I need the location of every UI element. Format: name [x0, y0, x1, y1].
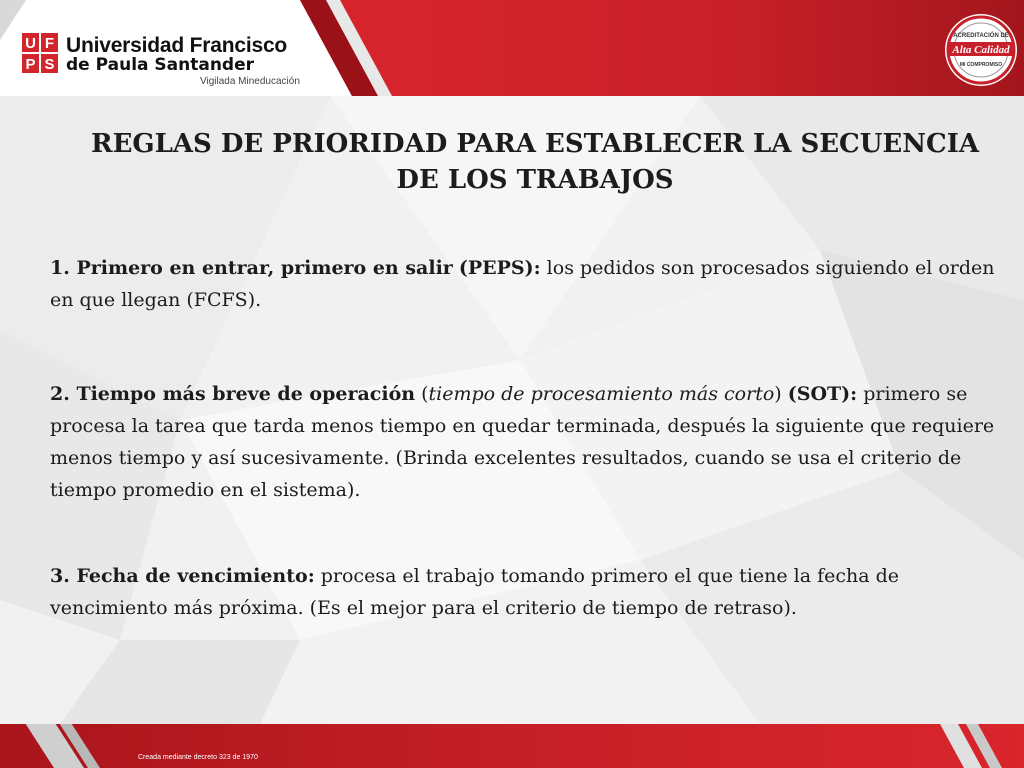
logo-letter-u: U — [25, 35, 36, 52]
rule-peps-text: los pedidos son procesados siguiendo el orden en que llegan (FCFS). — [50, 257, 995, 311]
seal-top-text: ACREDITACIÓN DE — [953, 33, 1009, 39]
footer-red-band — [0, 724, 1024, 768]
svg-text:P: P — [25, 56, 36, 73]
rule-sot-abbr: (SOT): — [787, 383, 858, 405]
footer-decree-text: Creada mediante decreto 323 de 1970 — [138, 754, 258, 761]
accreditation-seal-icon — [944, 13, 1018, 87]
rule-due-date — [50, 560, 1008, 624]
rule-sot-text: primero se procesa la tarea que tarda menos tiempo en quedar terminada, después la siguiente que requiere menos tiempo y así sucesivamente. (Brinda excelentes resultados, cuando se usa el criterio de tiempo promedio en el sistema). — [50, 383, 995, 501]
rule-sot-italic: tiempo de procesamiento más corto — [428, 383, 775, 405]
slide-title — [50, 126, 1010, 198]
university-name-line1: Universidad Francisco — [66, 34, 288, 57]
rule-peps-abbr: (PEPS): — [458, 257, 541, 279]
slide-title-line2: DE LOS TRABAJOS — [396, 165, 674, 195]
svg-text:F: F — [44, 35, 55, 52]
rule-peps-heading: 1. Primero en entrar, primero en salir — [50, 257, 453, 279]
slide-title-line1: REGLAS DE PRIORIDAD PARA ESTABLECER LA SECUENCIA — [90, 129, 980, 159]
svg-text:S: S — [44, 56, 55, 73]
footer-bar — [0, 724, 1024, 768]
rule-sot-heading: 2. Tiempo más breve de operación — [50, 383, 416, 405]
rule-sot-paren-open: ( — [415, 383, 429, 405]
slide-content — [50, 126, 1010, 619]
rule-peps — [50, 252, 1008, 316]
university-tagline: Vigilada Mineducación — [200, 76, 300, 87]
seal-bottom-text: MI COMPROMISO — [959, 62, 1003, 68]
rule-sot-paren-close: ) — [774, 383, 788, 405]
ufps-logo-icon — [22, 33, 58, 73]
rule-due-date-text: procesa el trabajo tomando primero el que tiene la fecha de vencimiento más próxima. (Es el mejor para el criterio de tiempo de retraso). — [50, 565, 900, 619]
rule-due-date-heading: 3. Fecha de vencimiento: — [50, 565, 315, 587]
seal-main-text: Alta Calidad — [952, 44, 1010, 56]
university-name-line2: de Paula Santander — [66, 55, 255, 75]
header-bar — [0, 0, 1024, 96]
rule-sot — [50, 378, 1008, 506]
